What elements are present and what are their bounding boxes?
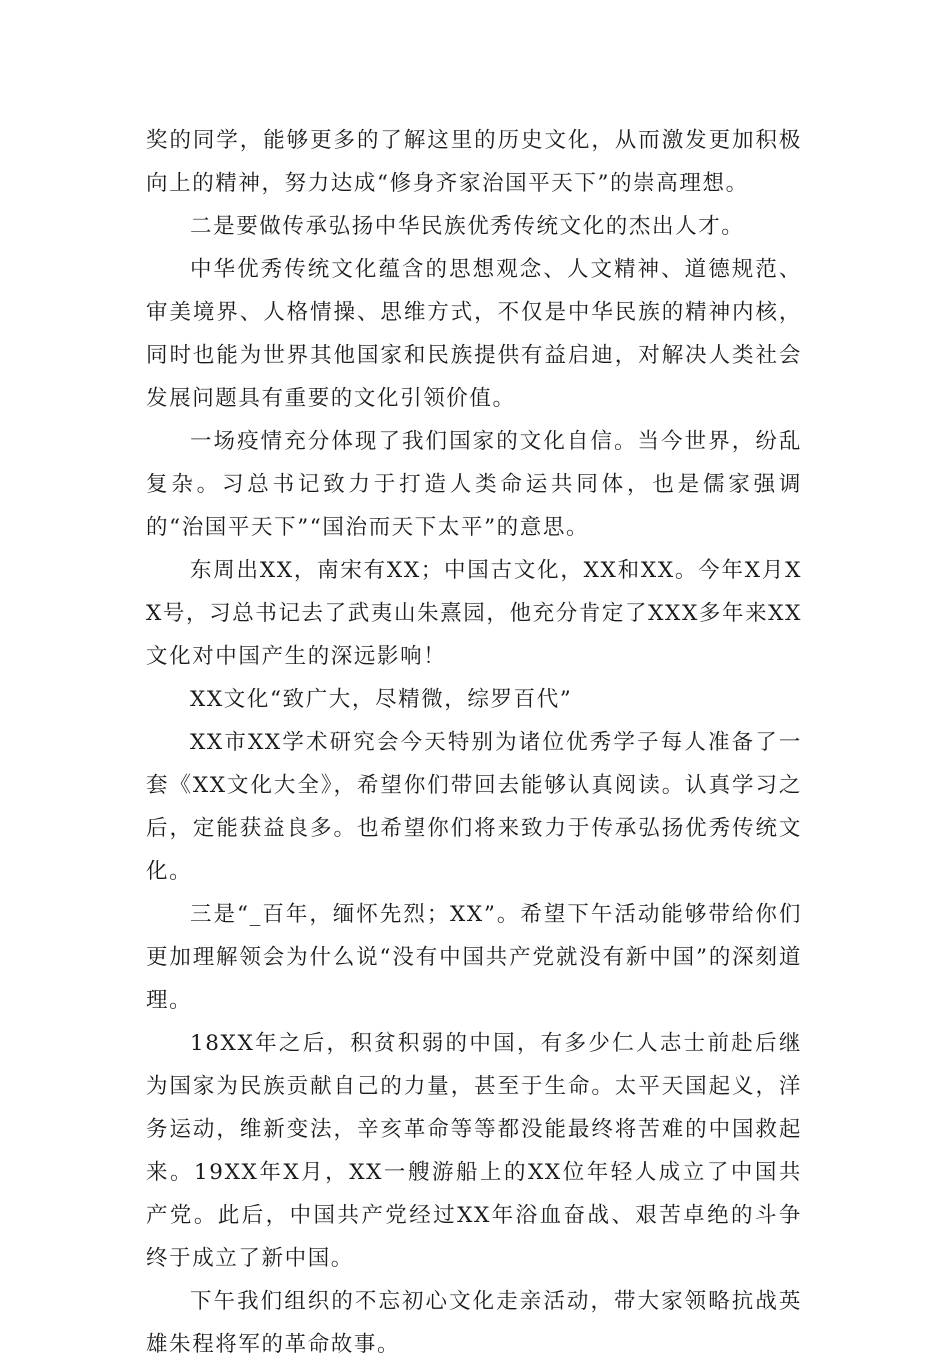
paragraph-9: 18XX年之后，积贫积弱的中国，有多少仁人志士前赴后继为国家为民族贡献自己的力量，甚至于生命。太平天国起义，洋务运动，维新变法，辛亥革命等等都没能最终将苦难的中国救起来。19XX年X月，XX一艘游船上的XX位年轻人成立了中国共产党。此后，中国共产党经过XX年浴血奋战、艰苦卓绝的斗争终于成立了新中国。 <box>146 1031 802 1271</box>
paragraph-4: 一场疫情充分体现了我们国家的文化自信。当今世界，纷乱复杂。习总书记致力于打造人类命运共同体，也是儒家强调的“治国平天下”“国治而天下太平”的意思。 <box>146 429 802 540</box>
paragraph-2: 二是要做传承弘扬中华民族优秀传统文化的杰出人才。 <box>190 214 745 239</box>
paragraph-7: XX市XX学术研究会今天特别为诸位优秀学子每人准备了一套《XX文化大全》，希望你们带回去能够认真阅读。认真学习之后，定能获益良多。也希望你们将来致力于传承弘扬优秀传统文化。 <box>146 730 802 884</box>
paragraph-8: 三是“_百年，缅怀先烈；XX”。希望下午活动能够带给你们更加理解领会为什么说“没有中国共产党就没有新中国”的深刻道理。 <box>146 902 802 1013</box>
paragraph-3: 中华优秀传统文化蕴含的思想观念、人文精神、道德规范、审美境界、人格情操、思维方式，不仅是中华民族的精神内核，同时也能为世界其他国家和民族提供有益启迪，对解决人类社会发展问题具有重要的文化引领价值。 <box>146 257 802 411</box>
paragraph-1: 奖的同学，能够更多的了解这里的历史文化，从而激发更加积极向上的精神，努力达成“修身齐家治国平天下”的崇高理想。 <box>146 128 802 196</box>
document-body <box>146 119 802 1366</box>
paragraph-5: 东周出XX，南宋有XX；中国古文化，XX和XX。今年X月XX号，习总书记去了武夷山朱熹园，他充分肯定了XXX多年来XX文化对中国产生的深远影响！ <box>146 558 802 669</box>
paragraph-10: 下午我们组织的不忘初心文化走亲活动，带大家领略抗战英雄朱程将军的革命故事。 <box>146 1289 802 1357</box>
paragraph-6: XX文化“致广大，尽精微，综罗百代” <box>190 687 573 712</box>
